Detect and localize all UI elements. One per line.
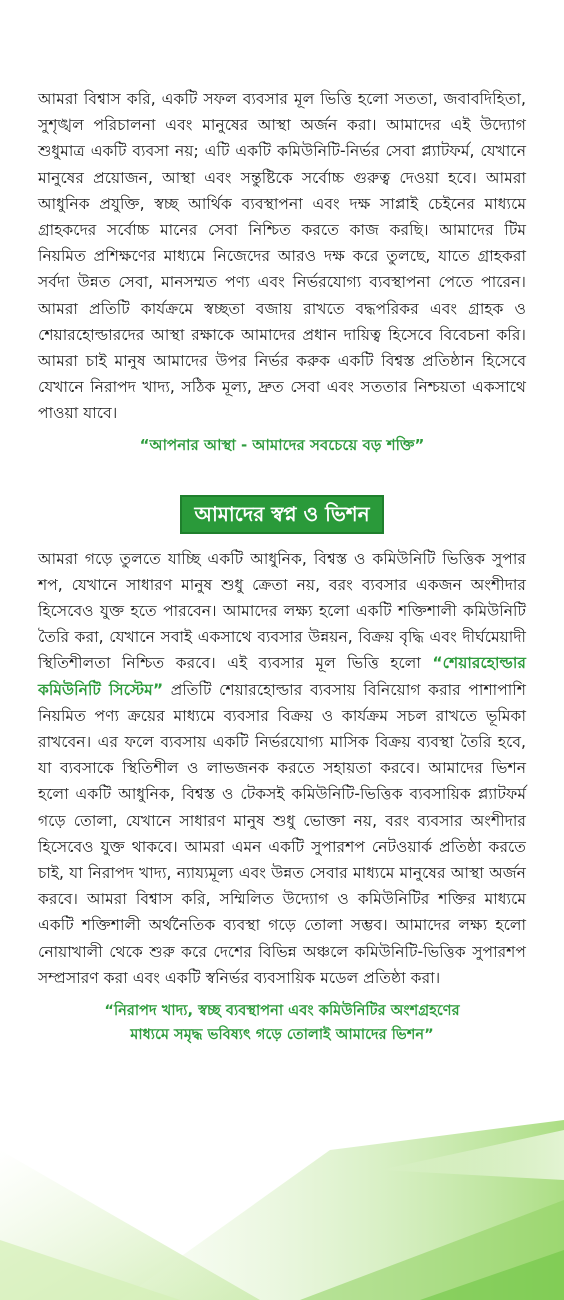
vision-heading: আমাদের স্বপ্ন ও ভিশন [180,495,383,534]
trust-quote: “আপনার আস্থা - আমাদের সবচেয়ে বড় শক্তি” [139,435,425,454]
shareholder-system-highlight: “শেয়ারহোল্ডার কমিউনিটি সিস্টেম” [38,654,526,699]
vision-heading-wrap [38,495,526,534]
intro-paragraph: আমরা বিশ্বাস করি, একটি সফল ব্যবসার মূল ভিত্তি হলো সততা, জবাবদিহিতা, সুশৃঙ্খল পরিচালনা এবং মানুষের আস্থা অর্জন করা। আমাদের এই উদ্যোগ শুধুমাত্র একটি ব্যবসা নয়; এটি একটি কমিউনিটি-নির্ভর সেবা প্ল্যাটফর্ম, যেখানে মানুষের প্রয়োজন, আস্থা এবং সন্তুষ্টিকে সর্বোচ্চ গুরুত্ব দেওয়া হবে। আমরা আধুনিক প্রযুক্তি, স্বচ্ছ আর্থিক ব্যবস্থাপনা এবং দক্ষ সাপ্লাই চেইনের মাধ্যমে গ্রাহকদের সর্বোচ্চ মানের সেবা নিশ্চিত করতে কাজ করছি। আমাদের টিম নিয়মিত প্রশিক্ষণের মাধ্যমে নিজেদের আরও দক্ষ করে তুলছে, যাতে গ্রাহকরা সর্বদা উন্নত সেবা, মানসম্মত পণ্য এবং নির্ভরযোগ্য ব্যবস্থাপনা পেতে পারেন। আমরা প্রতিটি কার্যক্রমে স্বচ্ছতা বজায় রাখতে বদ্ধপরিকর এবং গ্রাহক ও শেয়ারহোল্ডারদের আস্থা রক্ষাকে আমাদের প্রধান দায়িত্ব হিসেবে বিবেচনা করি। আমরা চাই মানুষ আমাদের উপর নির্ভর করুক একটি বিশ্বস্ত প্রতিষ্ঠান হিসেবে যেখানে নিরাপদ খাদ্য, সঠিক মূল্য, দ্রুত সেবা এবং সততার নিশ্চয়তা একসাথে পাওয়া যাবে। [38,90,526,423]
vision-text-part2: প্রতিটি শেয়ারহোল্ডার ব্যবসায় বিনিয়োগ করার পাশাপাশি নিয়মিত পণ্য ক্রয়ের মাধ্যমে ব্যবসার বিক্রয় ও কার্যক্রম সচল রাখতে ভূমিকা রাখবেন। এর ফলে ব্যবসায় একটি নির্ভরযোগ্য মাসিক বিক্রয় ব্যবস্থা তৈরি হবে, যা ব্যবসাকে স্থিতিশীল ও লাভজনক করতে সহায়তা করবে। আমাদের ভিশন হলো একটি আধুনিক, বিশ্বস্ত ও টেকসই কমিউনিটি-ভিত্তিক ব্যবসায়িক প্ল্যাটফর্ম গড়ে তোলা, যেখানে সাধারণ মানুষ শুধু ভোক্তা নয়, বরং ব্যবসার অংশীদার হিসেবেও যুক্ত থাকবে। আমরা এমন একটি সুপারশপ নেটওয়ার্ক প্রতিষ্ঠা করতে চাই, যা নিরাপদ খাদ্য, ন্যায্যমূল্য এবং উন্নত সেবার মাধ্যমে মানুষের আস্থা অর্জন করবে। আমরা বিশ্বাস করি, সম্মিলিত উদ্যোগ ও কমিউনিটির শক্তির মাধ্যমে একটি শক্তিশালী অর্থনৈতিক ব্যবস্থা গড়ে তোলা সম্ভব। আমাদের লক্ষ্য হলো নোয়াখালী থেকে শুরু করে দেশের বিভিন্ন অঞ্চলে কমিউনিটি-ভিত্তিক সুপারশপ সম্প্রসারণ করা এবং একটি স্বনির্ভর ব্যবসায়িক মডেল প্রতিষ্ঠা করা। [38,680,526,987]
vision-quote-line1: “নিরাপদ খাদ্য, স্বচ্ছ ব্যবস্থাপনা এবং কমিউনিটির অংশগ্রহণের [104,1002,460,1020]
vision-text-part1: আমরা গড়ে তুলতে যাচ্ছি একটি আধুনিক, বিশ্বস্ত ও কমিউনিটি ভিত্তিক সুপার শপ, যেখানে সাধারণ মানুষ শুধু ক্রেতা নয়, বরং ব্যবসার একজন অংশীদার হিসেবেও যুক্ত হতে পারবেন। আমাদের লক্ষ্য হলো একটি শক্তিশালী কমিউনিটি তৈরি করা, যেখানে সবাই একসাথে ব্যবসার উন্নয়ন, বিক্রয় বৃদ্ধি এবং দীর্ঘমেয়াদী স্থিতিশীলতা নিশ্চিত করবে। এই ব্যবসার মূল ভিত্তি হলো [38,549,526,673]
vision-quote [38,999,526,1047]
vision-quote-line2: মাধ্যমে সমৃদ্ধ ভবিষ্যৎ গড়ে তোলাই আমাদের ভিশন” [130,1026,434,1044]
vision-paragraph [38,546,526,991]
